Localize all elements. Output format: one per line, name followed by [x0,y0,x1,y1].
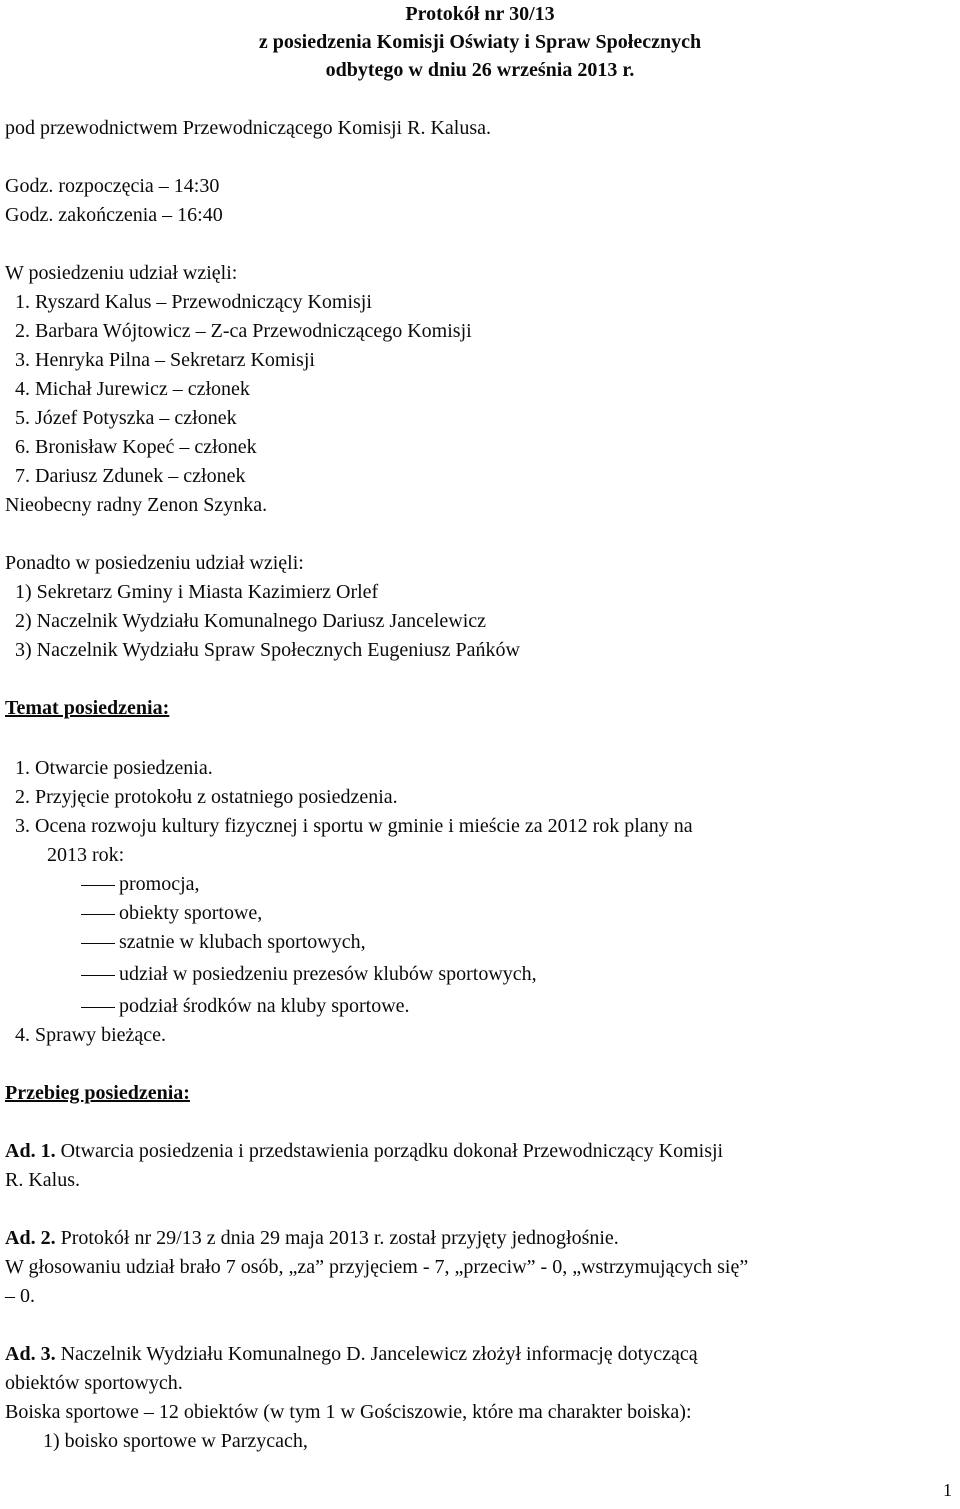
ad3-label: Ad. 3. [5,1343,56,1365]
dash-bullet [81,943,115,944]
absent-line: Nieobecny radny Zenon Szynka. [5,494,268,516]
ad1-label: Ad. 1. [5,1140,56,1162]
member-item: 6. Bronisław Kopeć – członek [15,436,257,458]
vote-continuation: – 0. [5,1285,35,1307]
subitem-text: udział w posiedzeniu prezesów klubów sportowych, [119,963,537,985]
fields-line: Boiska sportowe – 12 obiektów (w tym 1 w Gościszowie, które ma charakter boiska): [5,1401,692,1423]
dash-bullet [81,975,115,976]
member-item: 2. Barbara Wójtowicz – Z-ca Przewodniczącego Komisji [15,320,472,342]
chair-line: pod przewodnictwem Przewodniczącego Komisji R. Kalusa. [5,117,491,139]
subitem-text: szatnie w klubach sportowych, [119,931,366,953]
guest-item: 2) Naczelnik Wydziału Komunalnego Dariusz Jancelewicz [15,610,487,632]
dash-bullet [81,885,115,886]
subitem-text: promocja, [119,873,200,895]
ad2-text: Protokół nr 29/13 z dnia 29 maja 2013 r. został przyjęty jednogłośnie. [60,1227,619,1249]
proceedings-heading: Przebieg posiedzenia: [5,1082,190,1104]
ad1-continuation: R. Kalus. [5,1169,80,1191]
ad1-text: Otwarcia posiedzenia i przedstawienia porządku dokonał Przewodniczący Komisji [60,1140,724,1162]
meeting-date: odbytego w dniu 26 września 2013 r. [325,59,635,81]
ad3-paragraph [5,1342,955,1366]
ad2-label: Ad. 2. [5,1227,56,1249]
agenda-item-continuation: 2013 rok: [47,844,125,866]
ad3-continuation: obiektów sportowych. [5,1372,183,1394]
agenda-item: 2. Przyjęcie protokołu z ostatniego posiedzenia. [15,786,398,808]
agenda-heading: Temat posiedzenia: [5,697,170,719]
member-item: 5. Józef Potyszka – członek [15,407,237,429]
dash-bullet [81,1007,115,1008]
guest-item: 1) Sekretarz Gminy i Miasta Kazimierz Orlef [15,581,379,603]
member-item: 1. Ryszard Kalus – Przewodniczący Komisji [15,291,372,313]
guest-item: 3) Naczelnik Wydziału Spraw Społecznych Eugeniusz Pańków [15,639,520,661]
vote-line: W głosowaniu udział brało 7 osób, „za” przyjęciem - 7, „przeciw” - 0, „wstrzymujących się” [5,1256,749,1278]
dash-bullet [81,914,115,915]
member-item: 7. Dariusz Zdunek – członek [15,465,246,487]
subitem-text: obiekty sportowe, [119,902,263,924]
agenda-subitem [81,872,200,896]
member-item: 4. Michał Jurewicz – członek [15,378,250,400]
ad2-paragraph [5,1226,619,1250]
end-time: Godz. zakończenia – 16:40 [5,204,223,226]
start-time: Godz. rozpoczęcia – 14:30 [5,175,220,197]
agenda-item: 3. Ocena rozwoju kultury fizycznej i sportu w gminie i mieście za 2012 rok plany na [15,815,693,837]
fields-item: 1) boisko sportowe w Parzycach, [43,1430,308,1452]
member-item: 3. Henryka Pilna – Sekretarz Komisji [15,349,315,371]
page-number: 1 [943,1480,952,1500]
ad1-paragraph [5,1139,955,1163]
committee-name: z posiedzenia Komisji Oświaty i Spraw Społecznych [258,31,702,53]
agenda-subitem [81,994,410,1018]
attendance-heading: W posiedzeniu udział wzięli: [5,262,238,284]
agenda-subitem [81,930,366,954]
ad3-text: Naczelnik Wydziału Komunalnego D. Jancelewicz złożył informację dotyczącą [60,1343,698,1365]
agenda-item: 4. Sprawy bieżące. [15,1024,167,1046]
guests-heading: Ponadto w posiedzeniu udział wzięli: [5,552,304,574]
agenda-subitem [81,962,537,986]
agenda-item: 1. Otwarcie posiedzenia. [15,757,213,779]
agenda-subitem [81,901,262,925]
protocol-title: Protokół nr 30/13 [405,3,555,25]
subitem-text: podział środków na kluby sportowe. [119,995,410,1017]
